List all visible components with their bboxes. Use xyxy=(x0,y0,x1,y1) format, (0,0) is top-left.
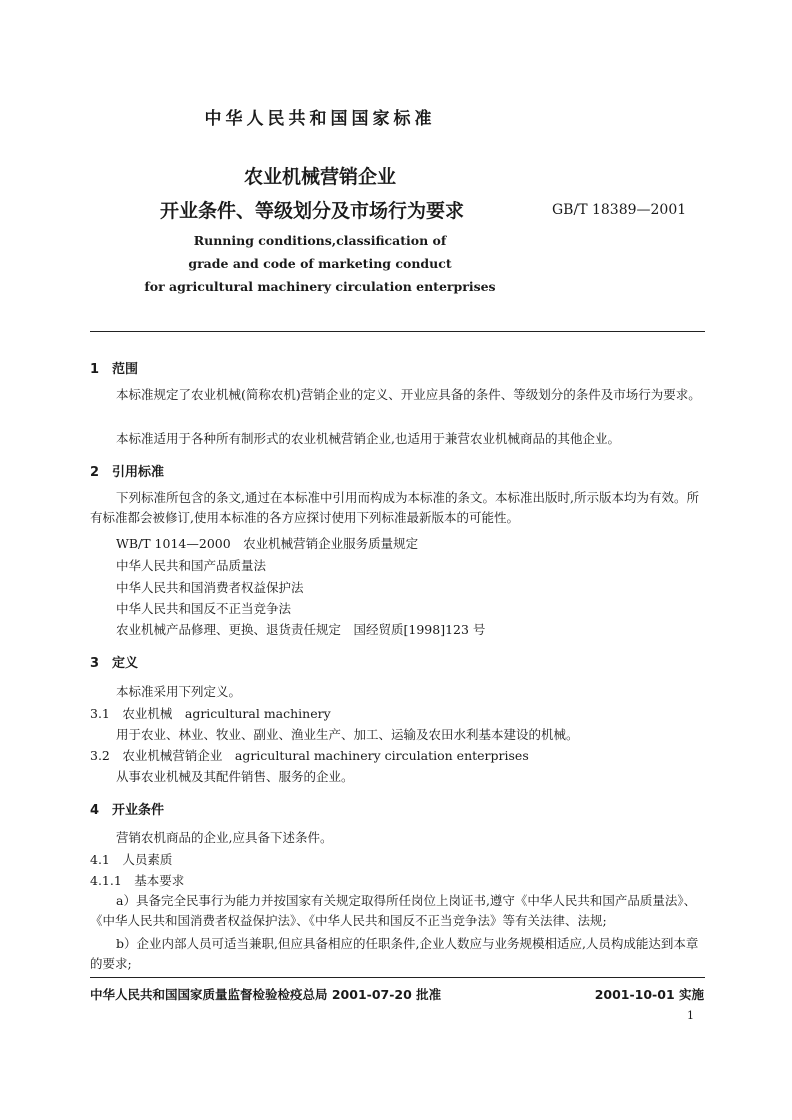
section-1-para-1: 本标准规定了农业机械(简称农机)营销企业的定义、开业应具备的条件、等级划分的条件及市场行为要求。 xyxy=(116,387,701,402)
subsection-4-1: 4.1 人员素质 xyxy=(90,852,173,867)
english-title-line2: grade and code of marketing conduct xyxy=(188,256,452,271)
section-1-para-2: 本标准适用于各种所有制形式的农业机械营销企业,也适用于兼营农业机械商品的其他企业。 xyxy=(116,431,620,446)
header-divider xyxy=(90,331,705,332)
section-2-para-1: 下列标准所包含的条文,通过在本标准中引用而构成为本标准的条文。本标准出版时,所示版本均为有效。所有标准都会被修订,使用本标准的各方应探讨使用下列标准最新版本的可能性。 xyxy=(90,490,699,525)
definition-3-2-text: 从事农业机械及其配件销售、服务的企业。 xyxy=(116,769,354,784)
approval-line: 中华人民共和国国家质量监督检验检疫总局 2001-07-20 批准 xyxy=(90,987,442,1002)
reference-item: WB/T 1014—2000 农业机械营销企业服务质量规定 xyxy=(116,536,419,551)
reference-item: 中华人民共和国消费者权益保护法 xyxy=(116,580,304,595)
footer-divider xyxy=(90,977,705,978)
standard-type-header: 中华人民共和国国家标准 xyxy=(204,109,436,129)
english-title-line3: for agricultural machinery circulation enterprises xyxy=(144,279,496,294)
section-3-intro: 本标准采用下列定义。 xyxy=(116,684,242,699)
section-3-heading: 3 定义 xyxy=(90,656,139,671)
reference-item: 农业机械产品修理、更换、退货责任规定 国经贸质[1998]123 号 xyxy=(116,622,486,637)
item-b: b）企业内部人员可适当兼职,但应具备相应的任职条件,企业人数应与业务规模相适应,人员构成能达到本章的要求; xyxy=(90,936,699,971)
item-a: a）具备完全民事行为能力并按国家有关规定取得所任岗位上岗证书,遵守《中华人民共和国产品质量法》、《中华人民共和国消费者权益保护法》、《中华人民共和国反不正当竞争法》等有关法律、法规; xyxy=(90,893,697,928)
definition-3-1-title: 3.1 农业机械 agricultural machinery xyxy=(90,706,331,721)
section-4-heading: 4 开业条件 xyxy=(90,803,165,818)
page-number: 1 xyxy=(687,1009,694,1022)
section-1-heading: 1 范围 xyxy=(90,362,139,377)
section-4-intro: 营销农机商品的企业,应具备下述条件。 xyxy=(116,830,333,845)
implementation-date: 2001-10-01 实施 xyxy=(594,987,704,1002)
definition-3-2-title: 3.2 农业机械营销企业 agricultural machinery circulation enterprises xyxy=(90,748,529,763)
reference-item: 中华人民共和国产品质量法 xyxy=(116,558,267,573)
definition-3-1-text: 用于农业、林业、牧业、副业、渔业生产、加工、运输及农田水利基本建设的机械。 xyxy=(116,727,579,742)
english-title-line1: Running conditions,classification of xyxy=(193,233,447,248)
reference-item: 中华人民共和国反不正当竞争法 xyxy=(116,601,292,616)
subsection-4-1-1: 4.1.1 基本要求 xyxy=(90,873,185,888)
standard-code: GB/T 18389—2001 xyxy=(552,202,687,218)
document-title-line2: 开业条件、等级划分及市场行为要求 xyxy=(160,200,465,222)
document-title-line1: 农业机械营销企业 xyxy=(243,166,396,188)
section-2-heading: 2 引用标准 xyxy=(90,465,165,480)
